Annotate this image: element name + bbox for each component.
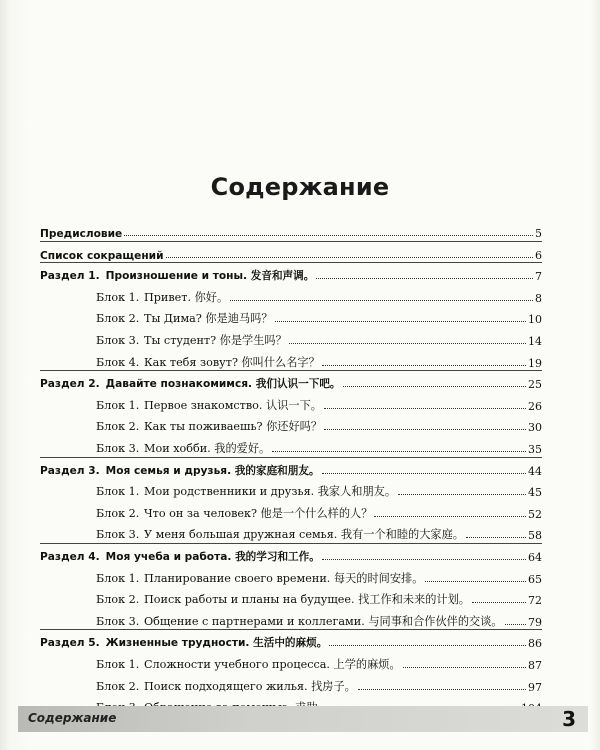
toc-entry-text	[96, 397, 322, 413]
toc-entry-title: Жизненные трудности. 生活中的麻烦。	[105, 637, 328, 650]
toc-page-number: 65	[528, 572, 542, 586]
toc-leader-dots	[166, 257, 534, 258]
toc-section-entry[interactable]	[40, 460, 542, 478]
toc-entry-label: Раздел 5.	[40, 637, 100, 650]
toc-entry-text	[96, 678, 356, 694]
toc-block-entry[interactable]	[96, 438, 542, 456]
toc-leader-dots	[230, 300, 533, 301]
toc-entry-title: Привет. 你好。	[144, 290, 229, 304]
toc-page-number: 30	[528, 421, 542, 435]
toc-section-entry[interactable]	[40, 244, 542, 262]
toc-entry-label: Блок 2.	[96, 420, 140, 434]
toc-section-entry[interactable]	[40, 265, 542, 283]
toc-page-number: 97	[528, 680, 542, 694]
toc-entry-text	[96, 591, 470, 607]
toc-block-entry[interactable]	[96, 395, 542, 413]
toc-entry-text	[96, 418, 322, 434]
toc-entry-label: Раздел 3.	[40, 464, 100, 477]
toc-entry-label: Блок 1.	[96, 571, 140, 585]
toc-entry-text	[96, 354, 320, 370]
toc-entry-title: Произношение и тоны. 发音和声调。	[105, 270, 315, 283]
toc-block-entry[interactable]	[96, 568, 542, 586]
toc-entry-label: Блок 1.	[96, 658, 140, 671]
toc-block-entry[interactable]	[96, 503, 542, 521]
toc-entry-text	[40, 549, 320, 564]
toc-entry-title: Что он за человек? 他是一个什么样的人？	[144, 506, 373, 520]
toc-entry-text	[96, 613, 503, 629]
toc-entry-title: Поиск подходящего жилья. 找房子。	[144, 679, 356, 693]
toc-page-number: 64	[528, 551, 542, 564]
toc-page-number: 6	[535, 248, 542, 262]
toc-page-number: 86	[528, 637, 542, 651]
toc-page-number: 5	[535, 227, 542, 240]
toc-page-number: 26	[528, 399, 542, 413]
toc-entry-label: Блок 3.	[96, 334, 140, 347]
toc-leader-dots	[289, 343, 526, 344]
toc-entry-label: Блок 1.	[96, 485, 140, 499]
toc-entry-label: Раздел 2.	[40, 378, 100, 391]
toc-separator	[40, 457, 542, 458]
toc-leader-dots	[329, 645, 526, 646]
toc-leader-dots	[324, 429, 526, 430]
toc-page-number: 45	[528, 486, 542, 500]
toc-page-number: 7	[535, 270, 542, 284]
toc-block-entry[interactable]	[96, 352, 542, 370]
toc-entry-title: Мои родственники и друзья. 我家人和朋友。	[144, 485, 397, 499]
toc-leader-dots	[466, 537, 526, 538]
toc-entry-title: Мои хобби. 我的爱好。	[144, 442, 271, 455]
toc-entry-title: Моя семья и друзья. 我的家庭和朋友。	[105, 464, 320, 477]
toc-leader-dots	[322, 365, 526, 366]
toc-page-number: 44	[528, 464, 542, 478]
toc-page-number: 19	[528, 356, 542, 370]
toc-entry-label: Блок 2.	[96, 593, 140, 607]
toc-leader-dots	[272, 451, 526, 452]
footer-section-label: Содержание	[28, 711, 117, 725]
toc-block-entry[interactable]	[96, 287, 542, 305]
toc-page-number: 79	[528, 615, 542, 629]
toc-entry-label: Блок 3.	[96, 528, 140, 542]
toc-leader-dots	[275, 321, 526, 322]
toc-entry-text	[40, 635, 327, 650]
toc-entry-label: Блок 1.	[96, 398, 140, 412]
toc-entry-label: Раздел 1.	[40, 270, 100, 283]
toc-block-entry[interactable]	[96, 654, 542, 672]
toc-entry-title: Первое знакомство. 认识一下。	[144, 398, 322, 412]
toc-leader-dots	[374, 516, 526, 517]
toc-separator	[40, 241, 542, 242]
toc-entry-text	[40, 268, 314, 283]
toc-entry-text	[96, 656, 401, 672]
toc-leader-dots	[324, 408, 526, 409]
toc-leader-dots	[425, 581, 526, 582]
toc-page-number: 10	[528, 313, 542, 327]
toc-page-number: 52	[528, 507, 542, 521]
toc-page-number: 8	[535, 291, 542, 305]
toc-entry-title: Ты Дима? 你是迪马吗？	[144, 312, 273, 326]
toc-entry-title: Как ты поживаешь? 你还好吗？	[144, 420, 323, 434]
toc-entry-title: Планирование своего времени. 每天的时间安排。	[144, 571, 424, 585]
toc-entry-label: Блок 2.	[96, 679, 140, 693]
toc-entry-title: Ты студент? 你是学生吗？	[144, 334, 287, 347]
toc-section-entry[interactable]	[40, 632, 542, 650]
toc-section-entry[interactable]	[40, 546, 542, 564]
toc-page-number: 14	[528, 335, 542, 348]
toc-separator	[40, 543, 542, 544]
toc-entry-text	[96, 526, 464, 542]
toc-entry-label: Блок 2.	[96, 506, 140, 520]
toc-entry-text	[40, 376, 341, 391]
toc-entry-title: Как тебя зовут? 你叫什么名字？	[144, 355, 320, 369]
toc-entry-text	[96, 289, 228, 305]
toc-leader-dots	[505, 624, 526, 625]
toc-block-entry[interactable]	[96, 481, 542, 499]
toc-section-entry[interactable]	[40, 373, 542, 391]
toc-entry-text	[40, 228, 122, 240]
toc-block-entry[interactable]	[96, 589, 542, 607]
toc-block-entry[interactable]	[96, 330, 542, 348]
toc-block-entry[interactable]	[96, 416, 542, 434]
toc-entry-text	[96, 440, 270, 456]
toc-block-entry[interactable]	[96, 676, 542, 694]
toc-leader-dots	[398, 494, 526, 495]
toc-entry-title: Список сокращений	[40, 249, 164, 262]
toc-entry-title: Поиск работы и планы на будущее. 找工作和未来的计划。	[144, 593, 470, 607]
toc-leader-dots	[124, 235, 533, 236]
toc-block-entry[interactable]	[96, 524, 542, 542]
toc-leader-dots	[322, 473, 526, 474]
toc-leader-dots	[358, 689, 526, 690]
toc-separator	[40, 629, 542, 630]
toc-separator	[40, 370, 542, 371]
toc-entry-title: Давайте познакомимся. 我们认识一下吧。	[105, 378, 341, 391]
toc-leader-dots	[343, 386, 526, 387]
toc-entry-title: Общение с партнерами и коллегами. 与同事和合作伙伴的交谈。	[144, 614, 503, 628]
toc-entry-text	[96, 483, 396, 499]
toc-leader-dots	[322, 559, 526, 560]
toc-page-number: 35	[528, 443, 542, 456]
toc-entry-label: Блок 1.	[96, 290, 140, 304]
toc-entry-text	[40, 463, 320, 478]
toc-entry-label: Раздел 4.	[40, 551, 100, 563]
toc-page-number: 58	[528, 529, 542, 543]
toc-entry-text	[96, 332, 287, 348]
toc-section-entry[interactable]	[40, 222, 542, 240]
toc-block-entry[interactable]	[96, 611, 542, 629]
toc-leader-dots	[316, 278, 533, 279]
toc-entry-text	[96, 505, 372, 521]
page-title: Содержание	[210, 173, 390, 201]
toc-page-number: 72	[528, 594, 542, 608]
toc-entry-label: Блок 3.	[96, 614, 140, 628]
toc-page-number: 87	[528, 659, 542, 672]
toc-page-number: 25	[528, 378, 542, 392]
running-footer	[18, 706, 588, 732]
toc-block-entry[interactable]	[96, 308, 542, 326]
toc-entry-text	[96, 310, 273, 326]
toc-entry-title: У меня большая дружная семья. 我有一个和睦的大家庭。	[144, 528, 464, 542]
footer-page-number: 3	[562, 707, 576, 731]
toc-entry-title: Сложности учебного процесса. 上学的麻烦。	[144, 658, 401, 671]
toc-leader-dots	[403, 667, 526, 668]
toc-entry-text	[96, 570, 423, 586]
toc-leader-dots	[472, 602, 526, 603]
toc-entry-label: Блок 4.	[96, 355, 140, 369]
toc-entry-label: Блок 3.	[96, 442, 140, 455]
toc-separator	[40, 262, 542, 263]
toc-entry-title: Моя учеба и работа. 我的学习和工作。	[105, 551, 320, 563]
toc-entry-label: Блок 2.	[96, 312, 140, 326]
toc-entry-text	[40, 250, 164, 262]
toc-entry-title: Предисловие	[40, 228, 123, 240]
